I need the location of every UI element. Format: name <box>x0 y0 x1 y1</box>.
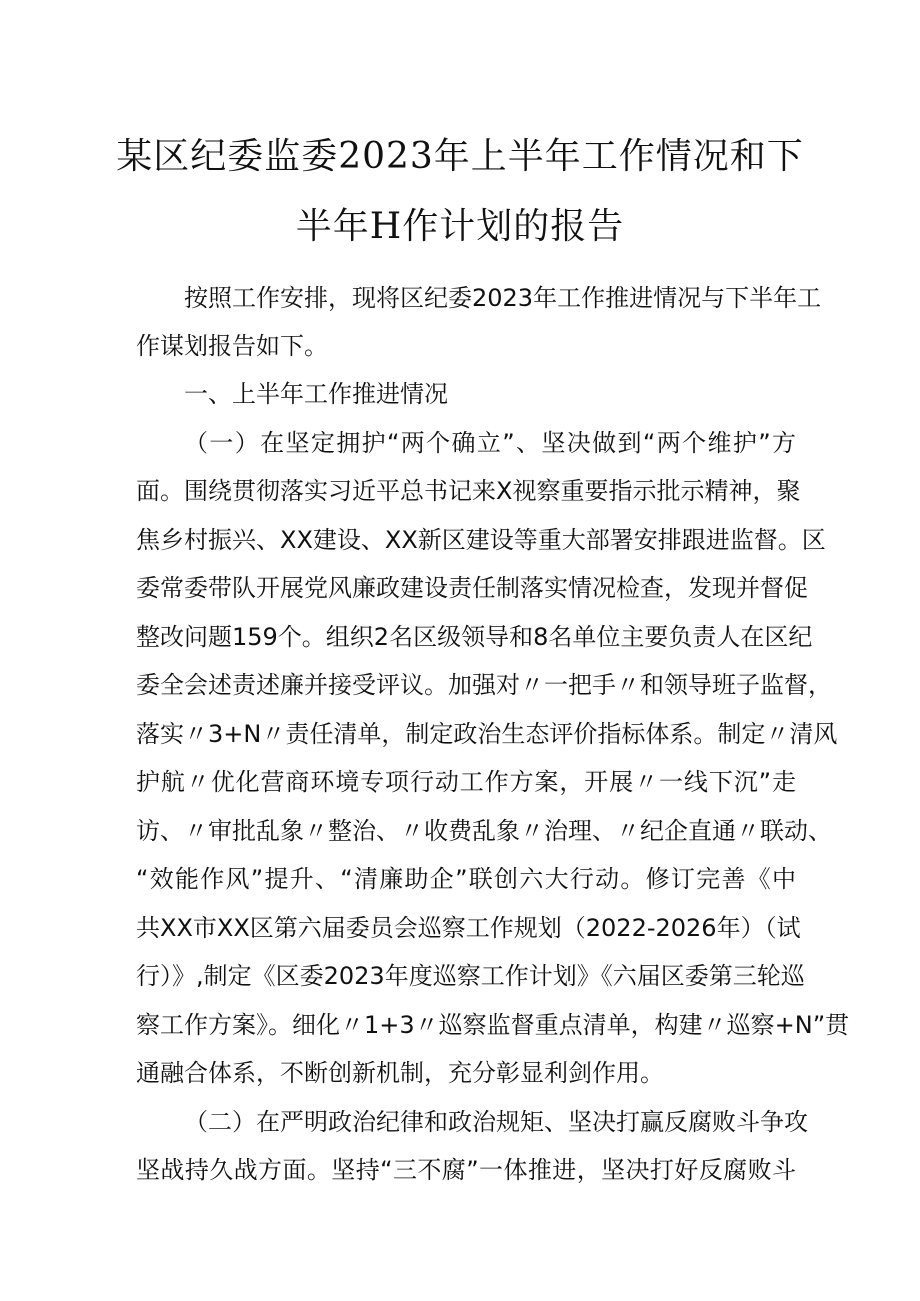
document-title-line-2: 半年H作计划的报告 <box>295 206 625 247</box>
body-line: 察工作方案》。细化〃1+3〃巡察监督重点清单，构建〃巡察+N”贯 <box>136 1011 850 1039</box>
body-line: 坚战持久战方面。坚持“三不腐”一体推进，坚决打好反腐败斗 <box>136 1156 796 1184</box>
body-line: 作谋划报告如下。 <box>136 332 328 360</box>
section-heading: 一、上半年工作推进情况 <box>184 380 448 408</box>
body-line: 护航〃优化营商环境专项行动工作方案，开展〃一线下沉”走 <box>136 768 796 796</box>
body-line: 面。围绕贯彻落实习近平总书记来X视察重要指示批示精神，聚 <box>136 477 801 505</box>
document-title-line-1: 某区纪委监委2023年上半年工作情况和下 <box>116 136 804 177</box>
body-line: 按照工作安排，现将区纪委2023年工作推进情况与下半年工 <box>184 284 822 312</box>
subsection-heading-line: （一）在坚定拥护“两个确立”、坚决做到“两个维护”方 <box>184 429 796 457</box>
subsection-heading-line: （二）在严明政治纪律和政治规矩、坚决打赢反腐败斗争攻 <box>184 1108 808 1136</box>
body-line: 通融合体系，不断创新机制，充分彰显利剑作用。 <box>136 1059 664 1087</box>
body-line: “效能作风”提升、“清廉助企”联创六大行动。修订完善《中 <box>136 865 796 893</box>
body-line: 焦乡村振兴、XX建设、XX新区建设等重大部署安排跟进监督。区 <box>136 526 826 554</box>
body-line: 整改问题159个。组织2名区级领导和8名单位主要负责人在区纪 <box>136 623 813 651</box>
body-line: 落实〃3+N〃责任清单，制定政治生态评价指标体系。制定〃清风 <box>136 720 838 748</box>
body-line: 访、〃审批乱象〃整治、〃收费乱象〃治理、〃纪企直通〃联动、 <box>136 817 832 845</box>
body-line: 行）》,制定《区委2023年度巡察工作计划》《六届区委第三轮巡 <box>136 962 805 990</box>
body-line: 委常委带队开展党风廉政建设责任制落实情况检查，发现并督促 <box>136 574 808 602</box>
body-line: 共XX市XX区第六届委员会巡察工作规划（2022-2026年）（试 <box>136 914 801 942</box>
body-line: 委全会述责述廉并接受评议。加强对〃一把手〃和领导班子监督， <box>136 671 832 699</box>
